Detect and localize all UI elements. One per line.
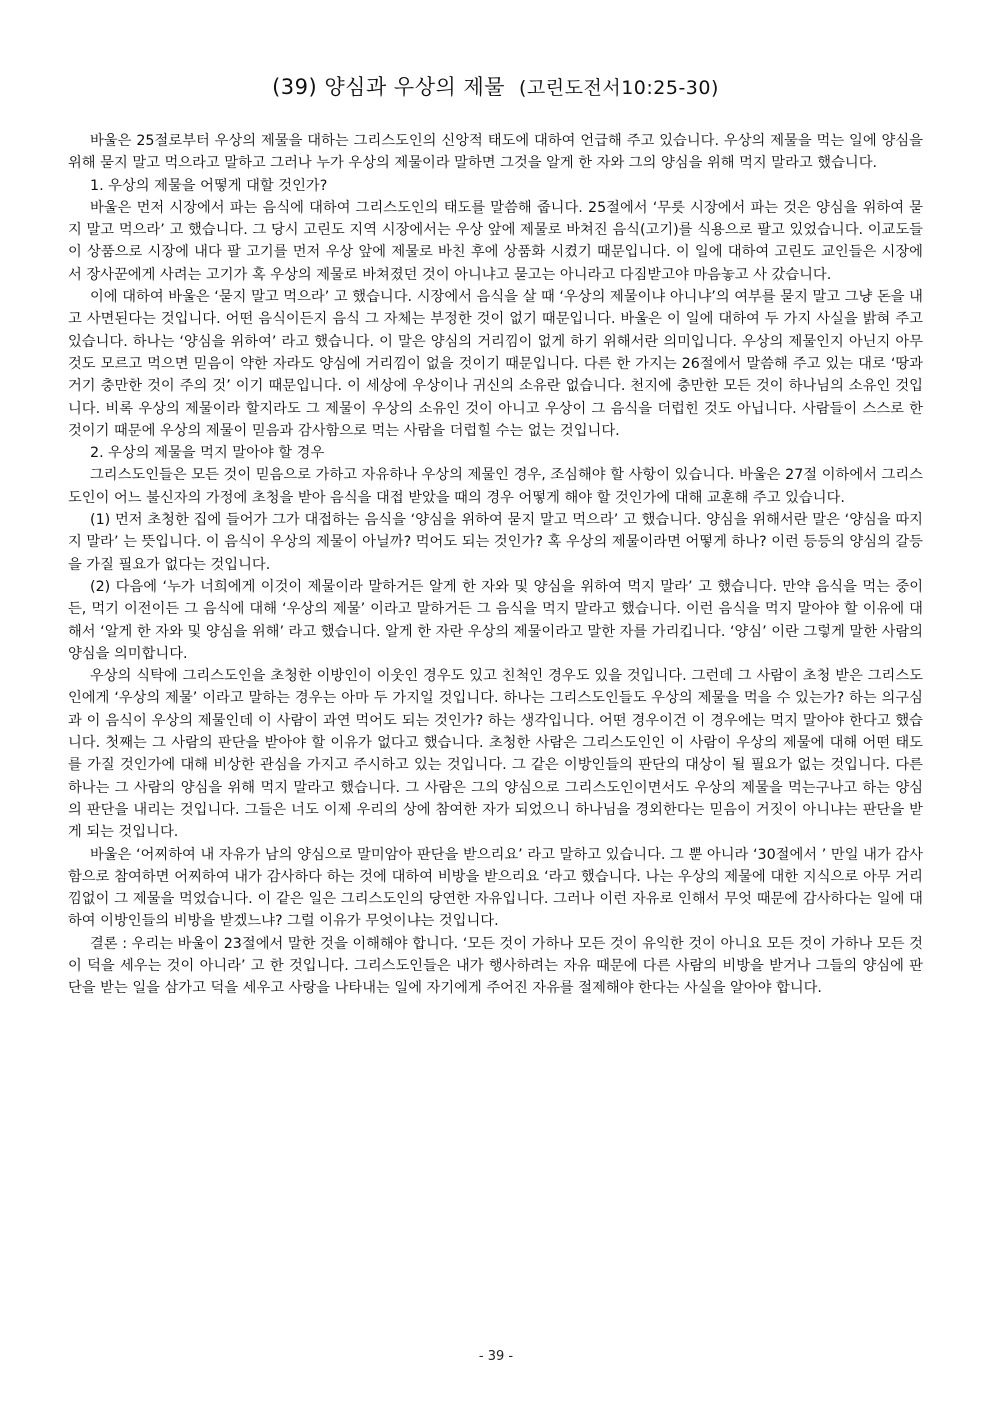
paragraph: 우상의 식탁에 그리스도인을 초청한 이방인이 이웃인 경우도 있고 친척인 경우도 있을 것입니다. 그런데 그 사람이 초청 받은 그리스도인에게 ‘우상의 제물’ 이라고 말하는 경우는 아마 두 가지일 것입니다. 하나는 그리스도인들도 우상의 제물을 먹을 수 있는가? 하는 의구심과 이 음식이 우상의 제물인데 이 사람이 과연 먹어도 되는 것인가? 하는 생각입니다. 어떤 경우이건 이 경우에는 먹지 말아야 한다고 했습니다. 첫째는 그 사람의 판단을 받아야 할 이유가 없다고 했습니다. 초청한 사람은 그리스도인인 이 사람이 우상의 제물에 대해 어떤 태도를 가질 것인가에 대해 비상한 관심을 가지고 주시하고 있는 것입니다. 그 같은 이방인들의 판단의 대상이 될 필요가 없는 것입니다. 다른 하나는 그 사람의 양심을 위해 먹지 말라고 했습니다. 그 사람은 그의 양심으로 그리스도인이면서도 우상의 제물을 먹는구나고 하는 양심의 판단을 내리는 것입니다. 그들은 너도 이제 우리의 상에 참여한 자가 되었으니 하나님을 경외한다는 믿음이 거짓이 아니냐는 판단을 받게 되는 것입니다. <box>68 668 923 841</box>
page-title <box>68 70 923 105</box>
title-main: (39) 양심과 우상의 제물 <box>272 75 506 99</box>
page-number: - 39 - <box>478 1349 514 1364</box>
paragraph: (1) 먼저 초청한 집에 들어가 그가 대접하는 음식을 ‘양심을 위하여 묻지 말고 먹으라’ 고 했습니다. 양심을 위해서란 말은 ‘양심을 따지지 말라’ 는 뜻입니다. 이 음식이 우상의 제물이 아닐까? 먹어도 되는 것인가? 혹 우상의 제물이라면 어떻게 하나? 이런 등등의 양심의 갈등을 가질 필요가 없다는 것입니다. <box>68 512 923 573</box>
document-page <box>68 70 923 1000</box>
title-scripture-reference: (고린도전서10:25-30) <box>519 77 719 99</box>
paragraph-intro: 바울은 25절로부터 우상의 제물을 대하는 그리스도인의 신앙적 태도에 대하여 언급해 주고 있습니다. 우상의 제물을 먹는 일에 양심을 위해 묻지 말고 먹으라고 말하고 그러나 누가 우상의 제물이라 말하면 그것을 알게 한 자와 그의 양심을 위해 먹지 말라고 했습니다. <box>68 133 923 172</box>
paragraph-conclusion: 결론 : 우리는 바울이 23절에서 말한 것을 이해해야 합니다. ‘모든 것이 가하나 모든 것이 유익한 것이 아니요 모든 것이 가하나 모든 것이 덕을 세우는 것이 아니라’ 고 한 것입니다. 그리스도인들은 내가 행사하려는 자유 때문에 다른 사람의 비방을 받거나 그들의 양심에 판단을 받는 일을 삼가고 덕을 세우고 사랑을 나타내는 일에 자기에게 주어진 자유를 절제해야 한다는 사실을 알아야 합니다. <box>68 935 923 997</box>
paragraph: 바울은 ‘어찌하여 내 자유가 남의 양심으로 말미암아 판단을 받으리요’ 라고 말하고 있습니다. 그 뿐 아니라 ‘30절에서 ’ 만일 내가 감사함으로 참여하면 어찌하여 내가 감사하다 하는 것에 대하여 비방을 받으리요 ‘라고 했습니다. 나는 우상의 제물에 대한 지식으로 아무 거리낌없이 그 제물을 먹었습니다. 이 같은 일은 그리스도인의 당연한 자유입니다. 그러나 이런 자유로 인해서 무엇 때문에 감사하다는 일에 대하여 이방인들의 비방을 받겠느냐? 그럴 이유가 무엇이냐는 것입니다. <box>68 846 923 930</box>
body-text <box>68 130 923 1000</box>
paragraph: 그리스도인들은 모든 것이 믿음으로 가하고 자유하나 우상의 제물인 경우, 조심해야 할 사항이 있습니다. 바울은 27절 이하에서 그리스도인이 어느 불신자의 가정에 초청을 받아 음식을 대접 받았을 때의 경우 어떻게 해야 할 것인가에 대해 교훈해 주고 있습니다. <box>68 467 923 506</box>
paragraph: 이에 대하여 바울은 ‘묻지 말고 먹으라’ 고 했습니다. 시장에서 음식을 살 때 ‘우상의 제물이냐 아니냐’의 여부를 묻지 말고 그냥 돈을 내고 사면된다는 것입니다. 어떤 음식이든지 음식 그 자체는 부정한 것이 없기 때문입니다. 바울은 이 일에 대하여 두 가지 사실을 밝혀 주고 있습니다. 하나는 ‘양심을 위하여’ 라고 했습니다. 이 말은 양심의 거리낌이 없게 하기 위해서란 의미입니다. 우상의 제물인지 아닌지 아무 것도 모르고 먹으면 믿음이 약한 자라도 양심에 거리낌이 없을 것이기 때문입니다. 다른 한 가지는 26절에서 말씀해 주고 있는 대로 ‘땅과 거기 충만한 것이 주의 것’ 이기 때문입니다. 이 세상에 우상이나 귀신의 소유란 없습니다. 천지에 충만한 모든 것이 하나님의 소유인 것입니다. 비록 우상의 제물이라 할지라도 그 제물이 우상의 소유인 것이 아니고 우상이 그 음식을 더럽힌 것도 아닙니다. 사람들이 스스로 한 것이기 때문에 우상의 제물이 믿음과 감사함으로 먹는 사람을 더럽힐 수는 없는 것입니다. <box>68 289 923 439</box>
paragraph: (2) 다음에 ‘누가 너희에게 이것이 제물이라 말하거든 알게 한 자와 및 양심을 위하여 먹지 말라’ 고 했습니다. 만약 음식을 먹는 중이든, 먹기 이전이든 그 음식에 대해 ‘우상의 제물’ 이라고 말하거든 그 음식을 먹지 말라고 했습니다. 이런 음식을 먹지 말아야 할 이유에 대해서 ‘알게 한 자와 및 양심을 위해’ 라고 했습니다. 알게 한 자란 우상의 제물이라고 말한 자를 가리킵니다. ‘양심’ 이란 그렇게 말한 사람의 양심을 의미합니다. <box>68 578 923 662</box>
section-heading-2: 2. 우상의 제물을 먹지 말아야 할 경우 <box>90 445 325 462</box>
paragraph: 바울은 먼저 시장에서 파는 음식에 대하여 그리스도인의 태도를 말씀해 줍니다. 25절에서 ‘무릇 시장에서 파는 것은 양심을 위하여 묻지 말고 먹으라’ 고 했습니다. 그 당시 고린도 지역 시장에서는 우상 앞에 제물로 바쳐진 음식(고기)를 식용으로 팔고 있었습니다. 이교도들이 상품으로 시장에 내다 팔 고기를 먼저 우상 앞에 제물로 바친 후에 상품화 시켰기 때문입니다. 이 일에 대하여 고린도 교인들은 시장에서 장사꾼에게 사려는 고기가 혹 우상의 제물로 바쳐졌던 것이 아니냐고 묻고는 아니라고 다짐받고야 마음놓고 사 갔습니다. <box>68 199 923 283</box>
section-heading-1: 1. 우상의 제물을 어떻게 대할 것인가? <box>90 177 328 194</box>
